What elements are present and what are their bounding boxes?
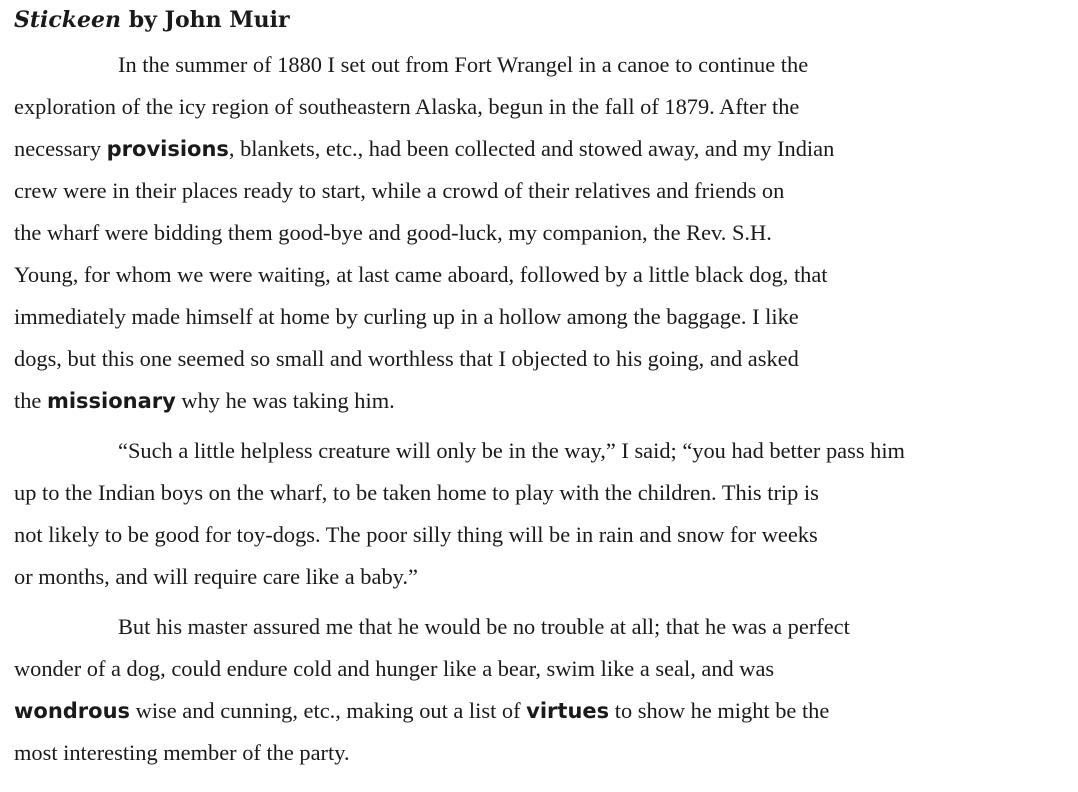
- text-span: exploration of the icy region of southeastern Alaska, begun in the fall of 1879. After the: [14, 94, 800, 119]
- paragraph: [14, 430, 1074, 598]
- work-title: Stickeen: [14, 7, 122, 33]
- paragraph: [14, 44, 1074, 422]
- text-span: Young, for whom we were waiting, at last came aboard, followed by a little black dog, that: [14, 262, 828, 287]
- text-span: dogs, but this one seemed so small and worthless that I objected to his going, and asked: [14, 346, 799, 371]
- text-line: [14, 338, 1074, 380]
- document-heading: [14, 2, 1074, 38]
- text-span: most interesting member of the party.: [14, 740, 350, 765]
- highlighted-word: missionary: [46, 389, 176, 413]
- document-page: [14, 2, 1074, 782]
- text-span: necessary: [14, 136, 107, 161]
- text-line: [14, 472, 1074, 514]
- text-line: [14, 44, 1074, 86]
- text-span: wonder of a dog, could endure cold and hunger like a bear, swim like a seal, and was: [14, 656, 775, 681]
- highlighted-word: provisions: [106, 137, 229, 161]
- text-span: to show he might be the: [609, 698, 830, 723]
- text-span: “Such a little helpless creature will only be in the way,” I said; “you had better pass him: [118, 438, 905, 463]
- text-line: [14, 556, 1074, 598]
- text-line: [14, 514, 1074, 556]
- text-span: In the summer of 1880 I set out from Fort Wrangel in a canoe to continue the: [118, 52, 809, 77]
- text-line: [14, 648, 1074, 690]
- text-line: [14, 212, 1074, 254]
- text-span: crew were in their places ready to start, while a crowd of their relatives and friends on: [14, 178, 785, 203]
- text-line: [14, 296, 1074, 338]
- text-span: the wharf were bidding them good-bye and good-luck, my companion, the Rev. S.H.: [14, 220, 772, 245]
- text-line: [14, 690, 1074, 732]
- text-line: [14, 128, 1074, 170]
- text-span: , blankets, etc., had been collected and stowed away, and my Indian: [228, 136, 835, 161]
- text-line: [14, 254, 1074, 296]
- text-span: immediately made himself at home by curling up in a hollow among the baggage. I like: [14, 304, 799, 329]
- highlighted-word: wondrous: [14, 699, 131, 723]
- text-span: or months, and will require care like a baby.”: [14, 564, 418, 589]
- text-span: why he was taking him.: [175, 388, 395, 413]
- text-span: But his master assured me that he would be no trouble at all; that he was a perfect: [118, 614, 850, 639]
- text-line: [14, 170, 1074, 212]
- text-line: [14, 380, 1074, 422]
- text-line: [14, 732, 1074, 774]
- text-line: [14, 606, 1074, 648]
- highlighted-word: virtues: [526, 699, 610, 723]
- body-text: [14, 44, 1074, 774]
- text-span: the: [14, 388, 47, 413]
- author-byline: by John Muir: [121, 7, 290, 33]
- text-span: up to the Indian boys on the wharf, to be taken home to play with the children. This trip is: [14, 480, 819, 505]
- paragraph: [14, 606, 1074, 774]
- text-span: not likely to be good for toy-dogs. The poor silly thing will be in rain and snow for weeks: [14, 522, 818, 547]
- text-span: wise and cunning, etc., making out a list of: [130, 698, 527, 723]
- text-line: [14, 86, 1074, 128]
- text-line: [14, 430, 1074, 472]
